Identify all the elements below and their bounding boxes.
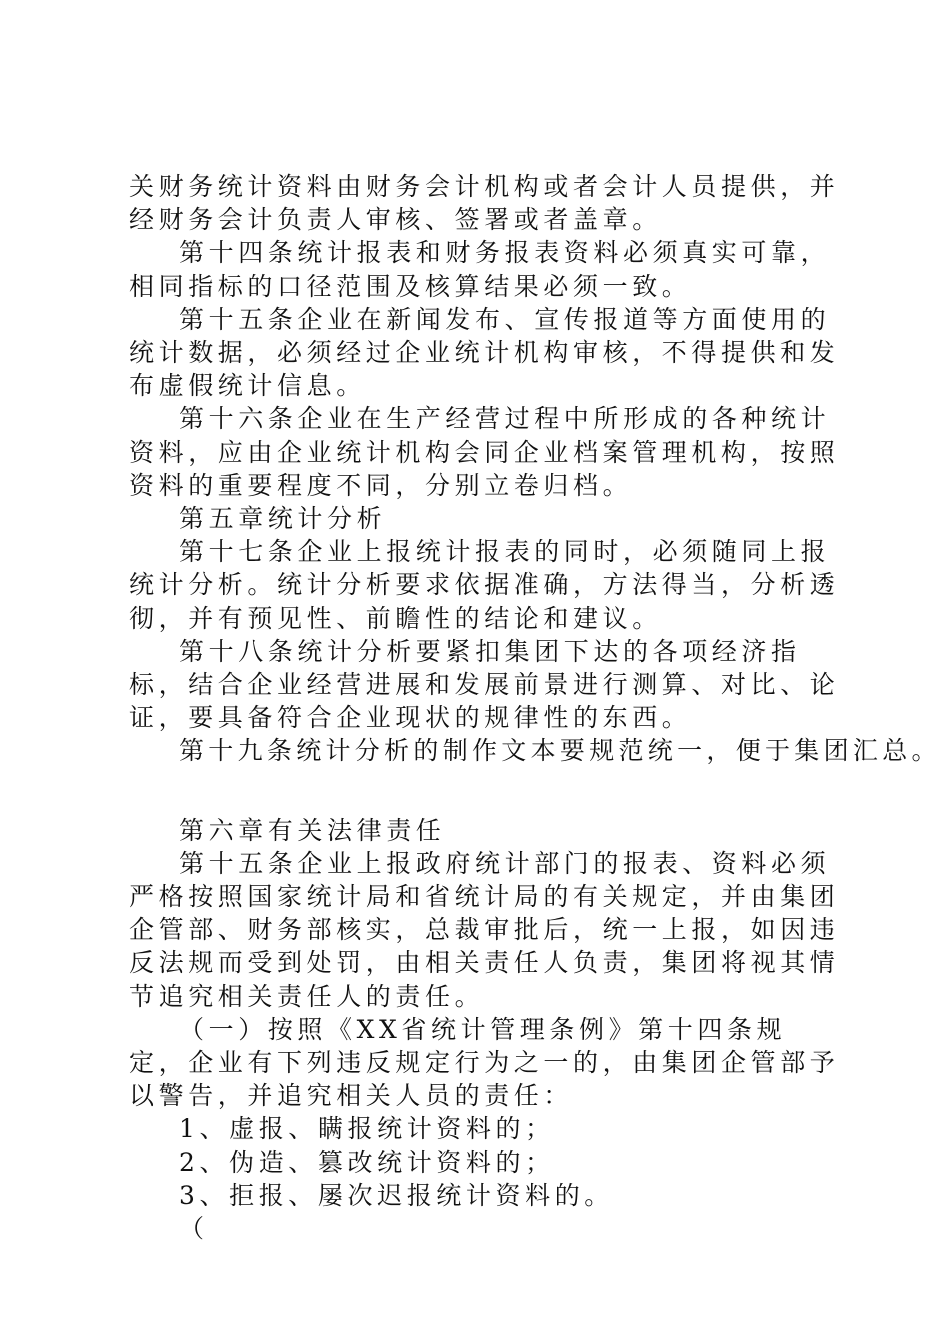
paragraph-article-17: 第十七条企业上报统计报表的同时，必须随同上报统计分析。统计分析要求依据准确，方法得当，分析透彻，并有预见性、前瞻性的结论和建议。 [129,537,840,633]
paragraph-article-19: 第十九条统计分析的制作文本要规范统一，便于集团汇总。 [179,736,941,766]
chapter-heading-6: 第六章有关法律责任 [179,815,446,845]
paragraph-article-15: 第十五条企业在新闻发布、宣传报道等方面使用的统计数据，必须经过企业统计机构审核，不得提供和发布虚假统计信息。 [129,304,840,401]
paragraph-article-18: 第十八条统计分析要紧扣集团下达的各项经济指标，结合企业经营进展和发展前景进行测算、对比、论证，要具备符合企业现状的规律性的东西。 [129,636,840,733]
list-item-1: 1、虚报、瞒报统计资料的； [179,1114,555,1144]
list-item-2: 2、伪造、篡改统计资料的； [179,1147,555,1177]
paragraph-financial-data-source: 关财务统计资料由财务会计机构或者会计人员提供，并经财务会计负责人审核、签署或者盖章。 [129,172,840,235]
blank-line [129,768,844,814]
list-item-3: 3、拒报、屡次迟报统计资料的。 [179,1180,614,1210]
paragraph-clause-1: （一）按照《XX省统计管理条例》第十四条规定，企业有下列违反规定行为之一的，由集团企管部予以警告，并追究相关人员的责任： [129,1014,840,1111]
paragraph-article-14: 第十四条统计报表和财务报表资料必须真实可靠，相同指标的口径范围及核算结果必须一致。 [129,238,831,301]
paragraph-truncated-open-paren: （ [179,1214,209,1244]
paragraph-article-16: 第十六条企业在生产经营过程中所形成的各种统计资料，应由企业统计机构会同企业档案管理机构，按照资料的重要程度不同，分别立卷归档。 [129,404,840,500]
paragraph-liability-article-15: 第十五条企业上报政府统计部门的报表、资料必须严格按照国家统计局和省统计局的有关规定，并由集团企管部、财务部核实，总裁审批后，统一上报，如因违反法规而受到处罚，由相关责任人负责，集团将视其情节追究相关责任人的责任。 [129,848,840,1011]
chapter-heading-5: 第五章统计分析 [179,504,387,534]
document-body [129,170,941,1245]
